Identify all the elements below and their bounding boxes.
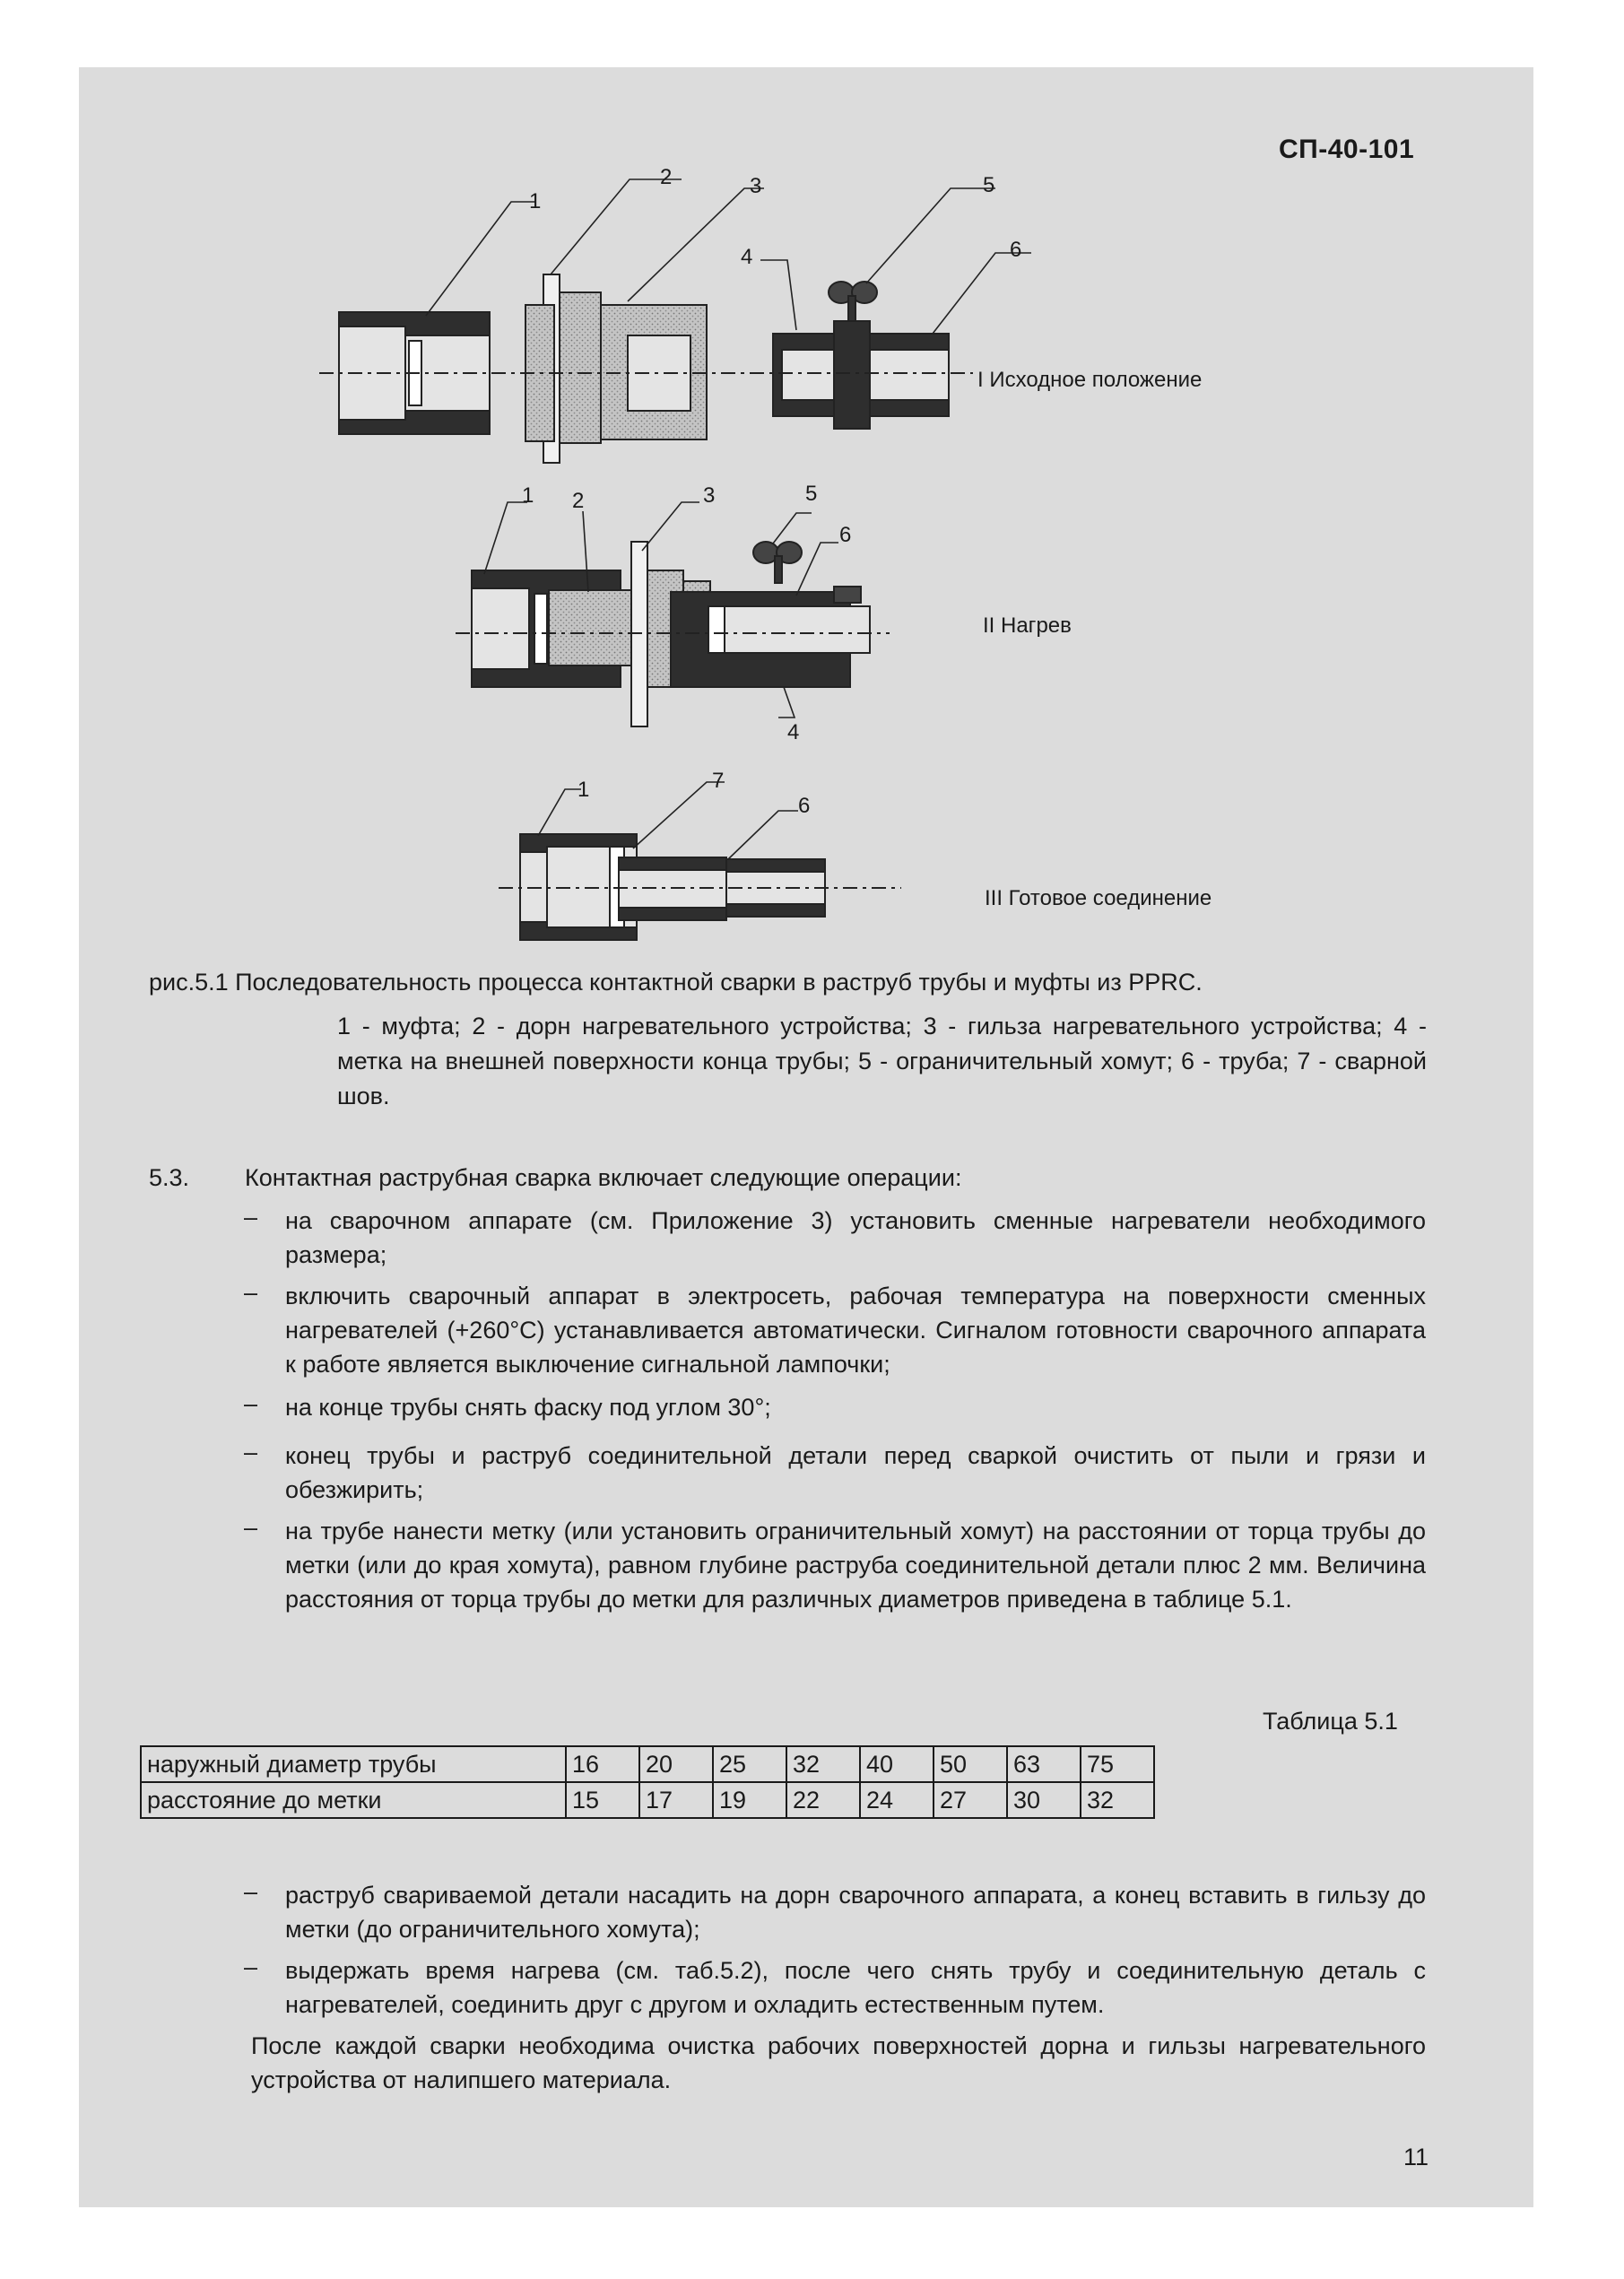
stage-1-callout-5: 5 [983,173,995,197]
distance-table [140,1745,1155,1819]
bullet-marker: – [244,1390,258,1417]
table-cell: 40 [860,1746,934,1782]
section-number: 5.3. [149,1164,190,1191]
stage-2-callout-2: 2 [572,489,585,513]
operation-item: на сварочном аппарате (см. Приложение 3) установить сменные нагреватели необходимого размера; [285,1207,1426,1268]
table-cell: 17 [639,1782,713,1818]
stage-2-callout-6: 6 [839,523,852,547]
bullet-marker: – [244,1953,258,1980]
table-cell: 22 [786,1782,860,1818]
stage-1-callout-6: 6 [1010,238,1022,262]
stage-1-label: I Исходное положение [977,368,1203,392]
operation-item: раструб свариваемой детали насадить на дорн сварочного аппарата, а конец вставить в гильзу до метки (до ограничительного хомута); [285,1882,1426,1943]
operation-item: выдержать время нагрева (см. таб.5.2), после чего снять трубу и соединительную деталь с нагревателей, соединить друг с другом и охладить естественным путем. [285,1957,1426,2018]
operation-item: на конце трубы снять фаску под углом 30°; [285,1394,771,1421]
stage-1-drawing [339,274,949,463]
stage-3-label: III Готовое соединение [985,886,1212,910]
bullet-marker: – [244,1439,258,1466]
table-row [141,1782,1154,1818]
bullet-marker: – [244,1204,258,1231]
closing-paragraph: После каждой сварки необходима очистка рабочих поверхностей дорна и гильзы нагревательного устройства от налипшего материала. [251,2032,1426,2093]
table-cell: 16 [566,1746,639,1782]
figure-caption: рис.5.1 Последовательность процесса контактной сварки в раструб трубы и муфты из PPRC. [149,969,1203,996]
stage-1-callout-4: 4 [741,245,753,269]
stage-1-callout-1: 1 [529,189,542,213]
table-cell: 30 [1007,1782,1081,1818]
document-code: СП-40-101 [1279,135,1415,164]
row-header: расстояние до метки [141,1782,566,1818]
stage-1-leaders [426,179,1031,334]
table-cell: 20 [639,1746,713,1782]
table-cell: 27 [934,1782,1007,1818]
stage-3-callout-6: 6 [798,794,811,818]
stage-3-callout-7: 7 [712,769,725,793]
operation-item: конец трубы и раструб соединительной детали перед сваркой очистить от пыли и грязи и обезжирить; [285,1442,1426,1503]
table-cell: 15 [566,1782,639,1818]
section-intro: Контактная раструбная сварка включает следующие операции: [245,1164,962,1191]
bullet-marker: – [244,1514,258,1541]
table-cell: 24 [860,1782,934,1818]
table-cell: 63 [1007,1746,1081,1782]
row-header: наружный диаметр трубы [141,1746,566,1782]
table-cell: 25 [713,1746,786,1782]
stage-1-callout-3: 3 [750,174,762,198]
bullet-marker: – [244,1279,258,1306]
stage-1-callout-2: 2 [660,165,673,189]
figure-legend: 1 - муфта; 2 - дорн нагревательного устройства; 3 - гильза нагревательного устройства; 4 - метка на внешней поверхности конца трубы; 5 - ограничительный хомут; 6 - труба; 7 - сварной шов. [337,1013,1427,1109]
bullet-marker: – [244,1878,258,1905]
stage-2-callout-3: 3 [703,483,716,508]
table-caption: Таблица 5.1 [1263,1708,1398,1735]
stage-2-label: II Нагрев [983,613,1072,638]
table-row [141,1746,1154,1782]
table-cell: 19 [713,1782,786,1818]
table-cell: 50 [934,1746,1007,1782]
welding-process-figure [0,0,1624,951]
table-cell: 75 [1081,1746,1154,1782]
operation-item: включить сварочный аппарат в электросеть, рабочая температура на поверхности сменных нагревателей (+260°С) устанавливается автоматически. Сигналом готовности сварочного аппарата к работе является выключение сигнальной лампочки; [285,1283,1426,1378]
operation-item: на трубе нанести метку (или установить ограничительный хомут) на расстоянии от торца трубы до метки (или до края хомута), равном глубине раструба соединительной детали плюс 2 мм. Величина расстояния от торца трубы до метки для различных диаметров приведена в таблице 5.1. [285,1518,1426,1613]
stage-2-callout-4: 4 [787,720,800,744]
stage-2-callout-1: 1 [522,483,534,508]
table-cell: 32 [1081,1782,1154,1818]
page-number: 11 [1403,2144,1429,2170]
stage-3-callout-1: 1 [578,778,590,802]
stage-2-callout-5: 5 [805,482,818,506]
table-cell: 32 [786,1746,860,1782]
